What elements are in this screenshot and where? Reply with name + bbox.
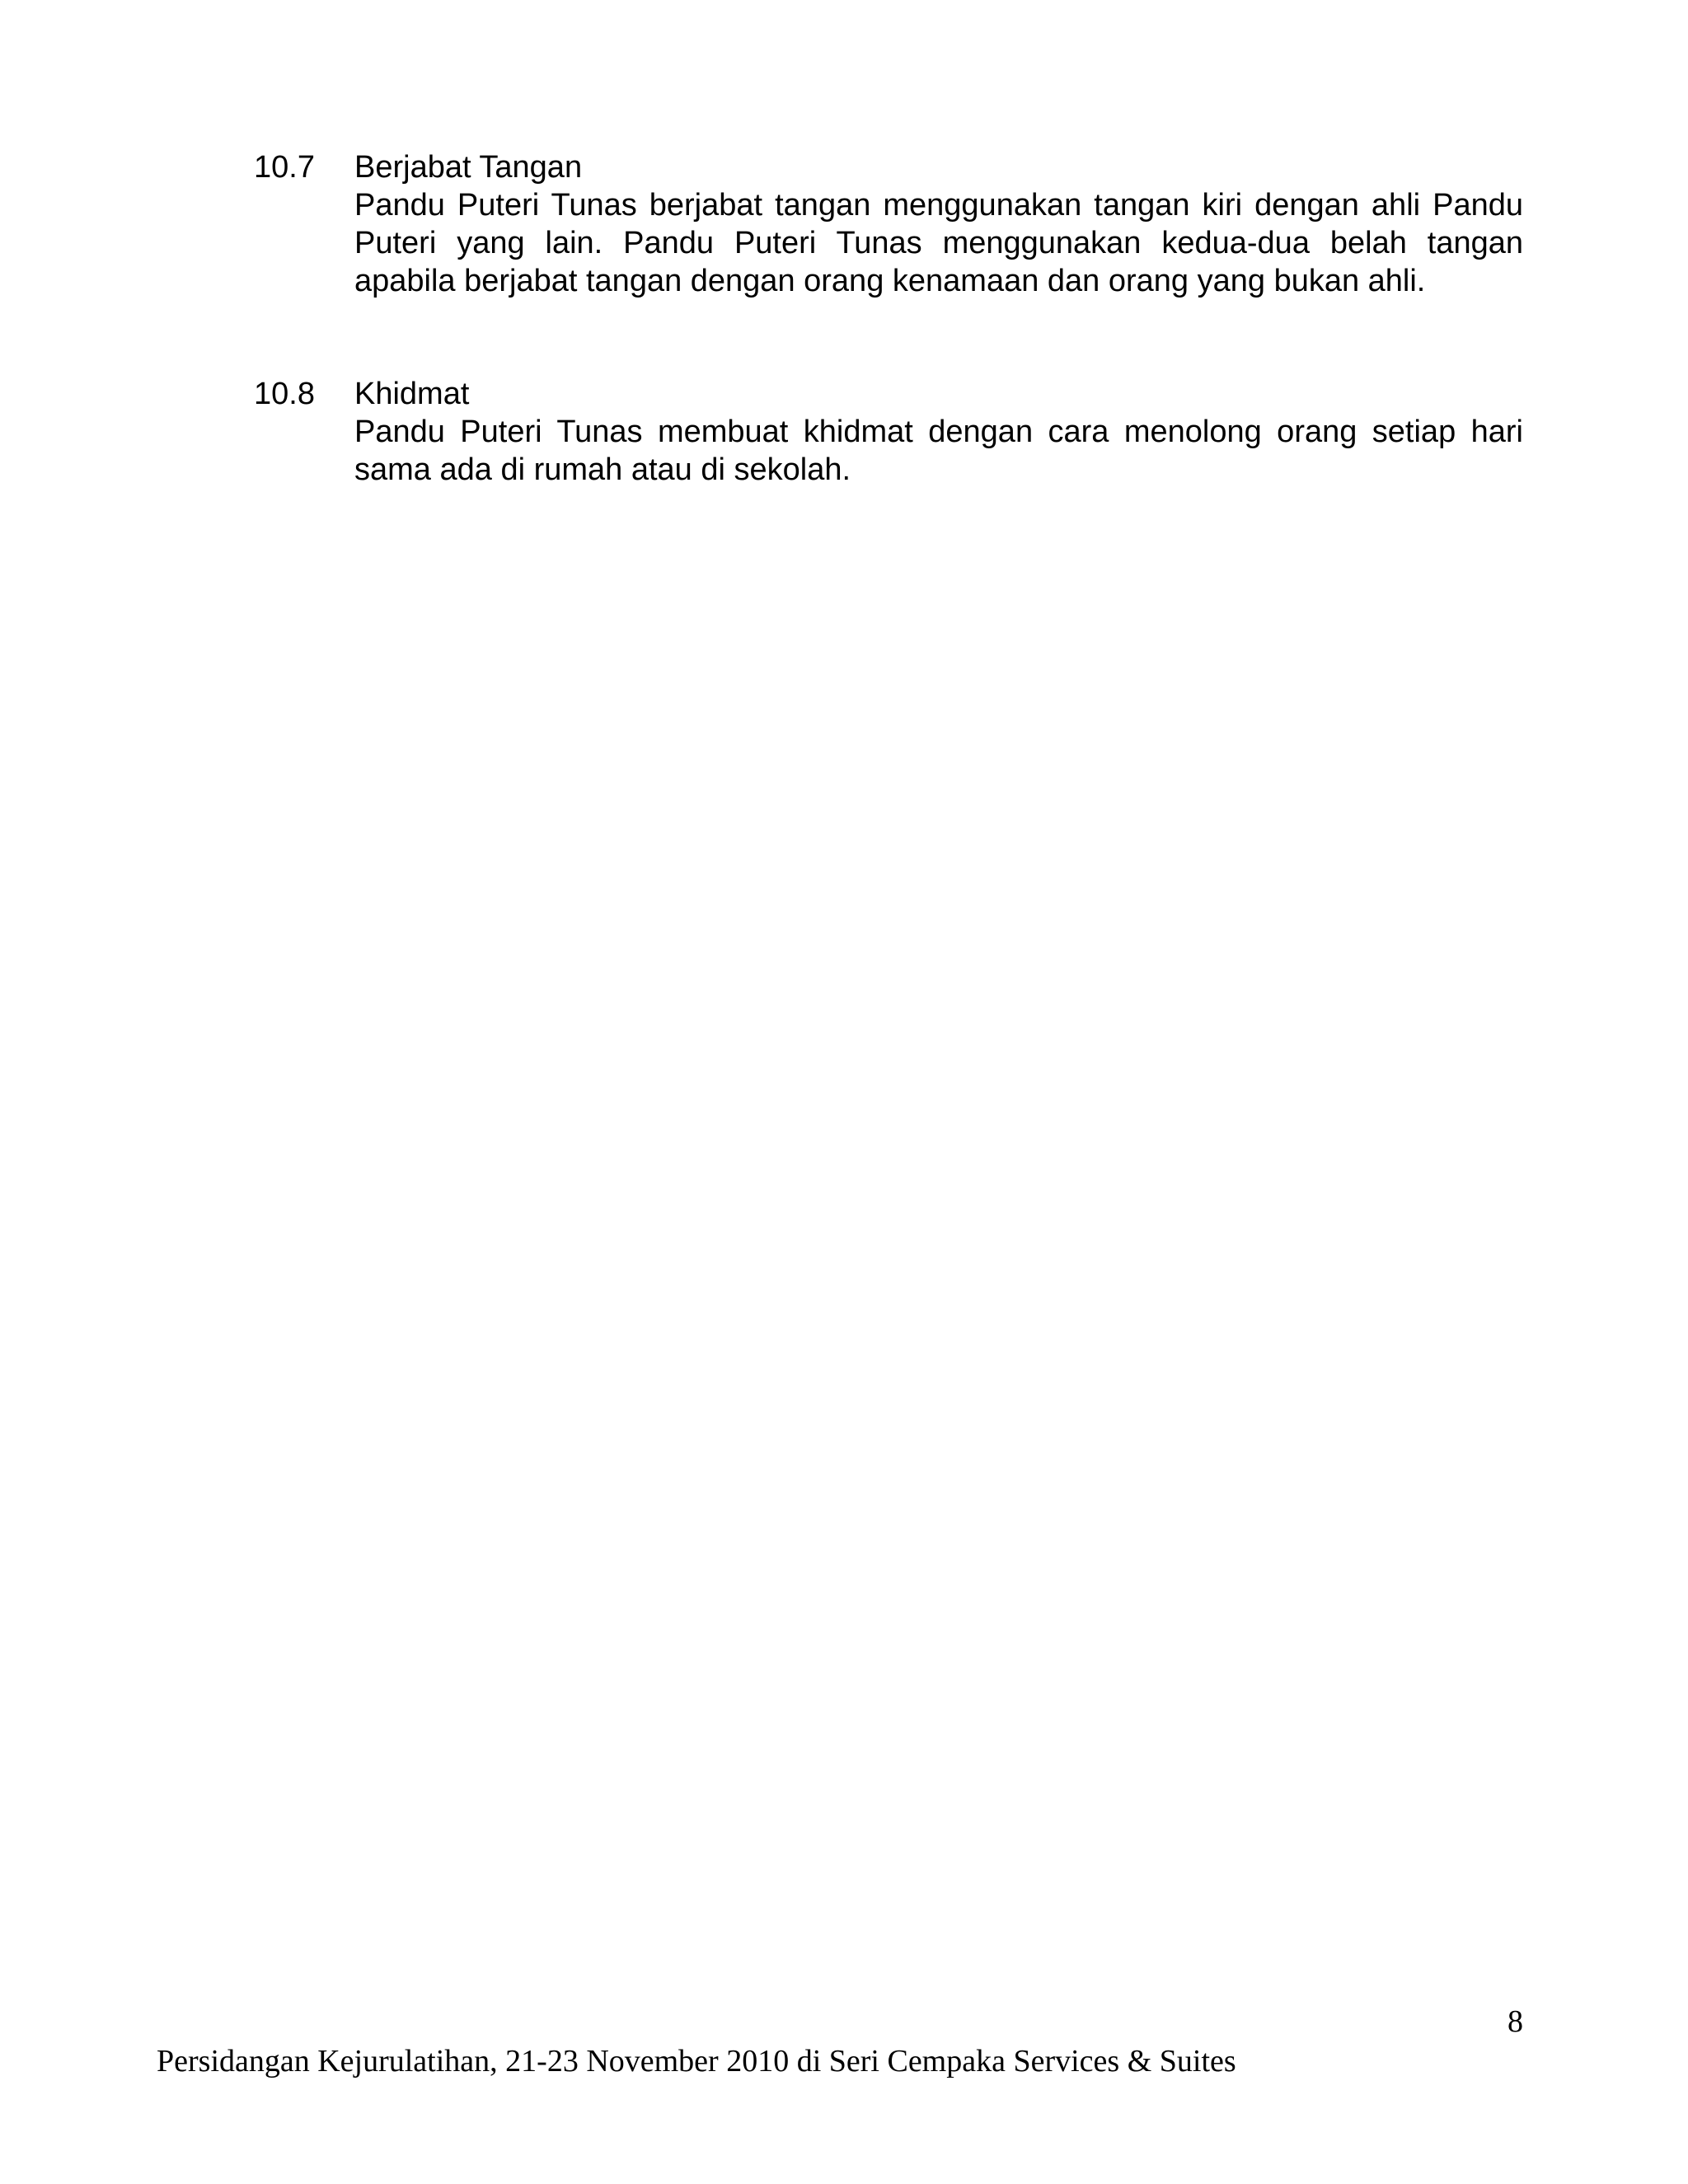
footer-text: Persidangan Kejurulatihan, 21-23 November 2010 di Seri Cempaka Services & Suites xyxy=(157,2044,1236,2079)
section-number: 10.7 xyxy=(254,150,315,185)
page-number: 8 xyxy=(1507,2004,1523,2039)
section-10-8 xyxy=(254,375,1523,489)
section-heading xyxy=(254,148,1523,186)
section-heading xyxy=(254,375,1523,413)
section-title: Berjabat Tangan xyxy=(354,150,583,185)
section-10-7 xyxy=(254,148,1523,300)
section-number: 10.8 xyxy=(254,377,315,411)
section-body: Pandu Puteri Tunas membuat khidmat dengan cara menolong orang setiap hari sama ada di rumah atau di sekolah. xyxy=(354,415,1523,487)
section-body: Pandu Puteri Tunas berjabat tangan menggunakan tangan kiri dengan ahli Pandu Puteri yang lain. Pandu Puteri Tunas menggunakan kedua-dua belah tangan apabila berjabat tangan dengan orang kenamaan dan orang yang bukan ahli. xyxy=(354,188,1523,298)
section-title: Khidmat xyxy=(354,377,470,411)
